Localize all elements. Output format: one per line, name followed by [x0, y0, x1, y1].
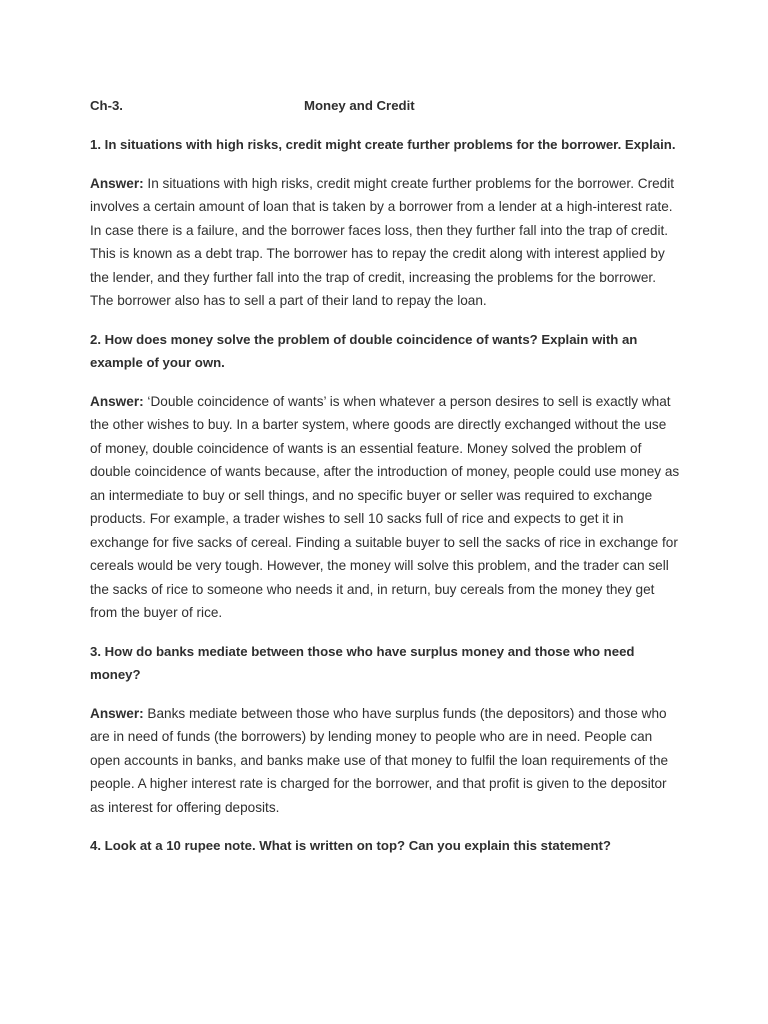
- chapter-header: [90, 94, 680, 118]
- answer-text: Banks mediate between those who have surplus funds (the depositors) and those who are in need of funds (the borrowers) by lending money to people who are in need. People can open accounts in banks, and banks make use of that money to fulfil the loan requirements of the people. A higher interest rate is charged for the borrower, and that profit is given to the depositor as interest for offering deposits.: [90, 705, 669, 815]
- answer-3: [90, 702, 680, 820]
- answer-label: Answer:: [90, 393, 144, 409]
- question-1: 1. In situations with high risks, credit might create further problems for the borrower. Explain.: [90, 137, 676, 152]
- answer-label: Answer:: [90, 705, 144, 721]
- document-page: [90, 94, 680, 873]
- answer-text: ‘Double coincidence of wants’ is when whatever a person desires to sell is exactly what the other wishes to buy. In a barter system, where goods are directly exchanged without the use of money, double coincidence of wants is an essential feature. Money solved the problem of double coincidence of wants because, after the introduction of money, people could use money as an intermediate to buy or sell things, and no specific buyer or seller was required to exchange products. For example, a trader wishes to sell 10 sacks full of rice and expects to get it in exchange for five sacks of cereal. Finding a suitable buyer to sell the sacks of rice in exchange for cereals would be very tough. However, the money will solve this problem, and the trader can sell the sacks of rice to someone who needs it and, in return, buy cereals from the money they get from the buyer of rice.: [90, 393, 680, 620]
- answer-label: Answer:: [90, 175, 144, 191]
- answer-2: [90, 390, 680, 625]
- answer-1: [90, 172, 680, 313]
- question-3: 3. How do banks mediate between those who have surplus money and those who need money?: [90, 643, 635, 682]
- question-4: 4. Look at a 10 rupee note. What is written on top? Can you explain this statement?: [90, 838, 611, 853]
- chapter-number: Ch-3.: [90, 98, 123, 113]
- question-2: 2. How does money solve the problem of double coincidence of wants? Explain with an example of your own.: [90, 331, 638, 370]
- chapter-title: Money and Credit: [304, 98, 415, 113]
- answer-text: In situations with high risks, credit might create further problems for the borrower. Credit involves a certain amount of loan that is taken by a borrower from a lender at a high-interest rate. In case there is a failure, and the borrower faces loss, then they further fall into the trap of credit. This is known as a debt trap. The borrower has to repay the credit along with interest applied by the lender, and they further fall into the trap of credit, increasing the problems for the borrower. The borrower also has to sell a part of their land to repay the loan.: [90, 175, 675, 308]
